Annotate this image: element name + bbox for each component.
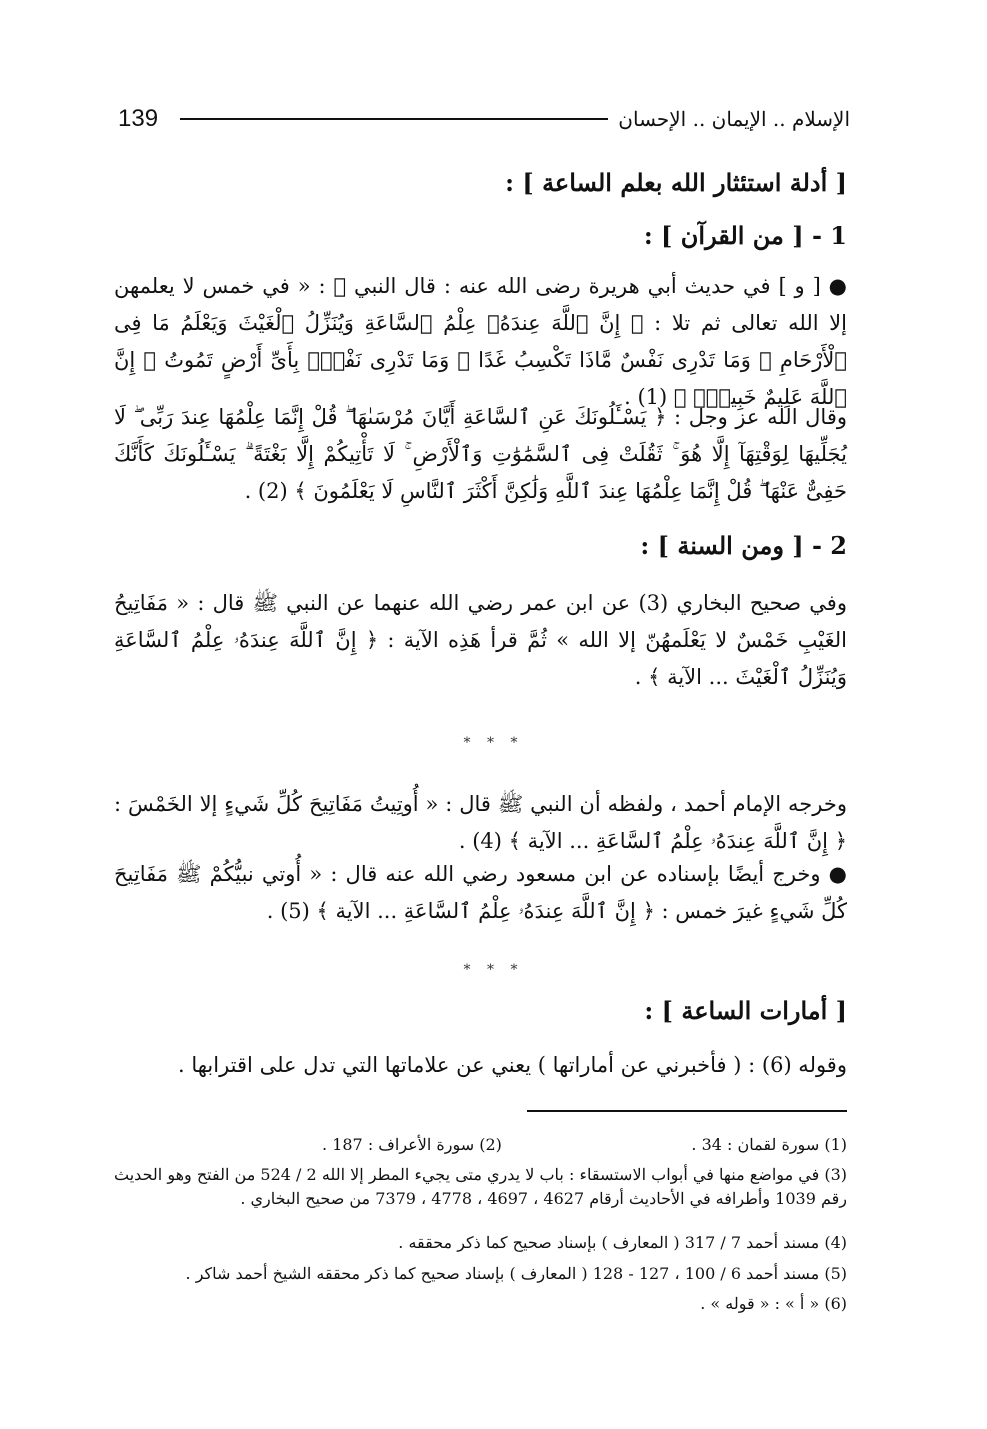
section-separator: * * * (463, 735, 524, 751)
paragraph-ahmad-narration: وخرجه الإمام أحمد ، ولفظه أن النبي ﷺ قال : « أُوتِيتُ مَفَاتِيحَ كُلِّ شَيءٍ إلا الخَمْسَ : ﴿ إِنَّ ٱللَّهَ عِندَهُۥ عِلْمُ ٱلسَّاعَةِ ... الآية ﴾ (4) . (114, 792, 847, 853)
footnote-5: (5) مسند أحمد 6 / 100 ، 127 - 128 ( المعارف ) بإسناد صحيح كما ذكر محققه الشيخ أحمد شاكر . (185, 1264, 847, 1283)
page-number: 139 (118, 105, 159, 132)
footnote-rule (527, 1110, 847, 1112)
subheading-sunnah: 2 - [ ومن السنة ] : (640, 531, 847, 560)
paragraph-bukhari-hadith: وفي صحيح البخاري (3) عن ابن عمر رضي الله عنهما عن النبي ﷺ قال : « مَفَاتِيحُ الغَيْبِ خَمْسٌ لا يَعْلَمهُنّ إلا الله » ثُمَّ قرأ هَذِه الآية : ﴿ إِنَّ ٱللَّهَ عِندَهُۥ عِلْمُ ٱلسَّاعَةِ وَيُنَزِّلُ ٱلْغَيْثَ ... الآية ﴾ . (114, 591, 847, 689)
running-title: الإسلام .. الإيمان .. الإحسان (618, 107, 850, 131)
paragraph-abu-hurayra-hadith: ● [ و ] في حديث أبي هريرة رضى الله عنه : قال النبي ﷺ : « في خمس لا يعلمهن إلا الله تعالى ثم تلا : ﴿ إِنَّ ٱللَّهَ عِندَهُۥ عِلْمُ ٱلسَّاعَةِ وَيُنَزِّلُ ٱلْغَيْثَ وَيَعْلَمُ مَا فِى ٱلْأَرْحَامِ ۖ وَمَا تَدْرِى نَفْسٌ مَّاذَا تَكْسِبُ غَدًا ۖ وَمَا تَدْرِى نَفْسٌۢ بِأَىِّ أَرْضٍ تَمُوتُ ۚ إِنَّ ٱللَّهَ عَلِيمٌ خَبِيرٌۢ ﴾ (1) . (114, 274, 847, 409)
footnote-row (114, 1133, 847, 1157)
subheading-quran: 1 - [ من القرآن ] : (643, 221, 847, 250)
section-separator: * * * (463, 962, 524, 978)
section-heading-signs: [ أمارات الساعة ] : (644, 996, 847, 1025)
running-header (118, 102, 850, 136)
paragraph-surah-araf-verse: وقال الله عز وجل : ﴿ يَسْـَٔلُونَكَ عَنِ ٱلسَّاعَةِ أَيَّانَ مُرْسَىٰهَا ۖ قُلْ إِنَّمَا عِلْمُهَا عِندَ رَبِّى ۖ لَا يُجَلِّيهَا لِوَقْتِهَآ إِلَّا هُوَ ۚ ثَقُلَتْ فِى ٱلسَّمَٰوَٰتِ وَٱلْأَرْضِ ۚ لَا تَأْتِيكُمْ إِلَّا بَغْتَةً ۗ يَسْـَٔلُونَكَ كَأَنَّكَ حَفِىٌّ عَنْهَا ۖ قُلْ إِنَّمَا عِلْمُهَا عِندَ ٱللَّهِ وَلَٰكِنَّ أَكْثَرَ ٱلنَّاسِ لَا يَعْلَمُونَ ﴾ (2) . (114, 405, 847, 503)
paragraph-signs-explanation: وقوله (6) : ( فأخبرني عن أماراتها ) يعني عن علاماتها التي تدل على اقترابها . (177, 1053, 847, 1077)
header-rule (180, 118, 608, 120)
footnote-2: (2) سورة الأعراف : 187 . (322, 1135, 502, 1154)
footnote-6: (6) « أ » : « قوله » . (700, 1294, 847, 1313)
paragraph-ibn-masud-narration: ● وخرج أيضًا بإسناده عن ابن مسعود رضي الله عنه قال : « أُوتي نبيُّكُمْ ﷺ مَفَاتِيحَ كُلِّ شَيءٍ غيرَ خمس : ﴿ إِنَّ ٱللَّهَ عِندَهُۥ عِلْمُ ٱلسَّاعَةِ ... الآية ﴾ (5) . (114, 862, 847, 923)
footnote-1: (1) سورة لقمان : 34 . (691, 1135, 847, 1154)
footnote-4: (4) مسند أحمد 7 / 317 ( المعارف ) بإسناد صحيح كما ذكر محققه . (398, 1233, 847, 1252)
footnote-3: (3) في مواضع منها في أبواب الاستسقاء : باب لا يدري متى يجيء المطر إلا الله 2 / 524 من الفتح وهو الحديث رقم 1039 وأطرافه في الأحاديث أرقام 4627 ، 4697 ، 4778 ، 7379 من صحيح البخاري . (114, 1165, 848, 1208)
section-heading-evidence: [ أدلة استئثار الله بعلم الساعة ] : (505, 168, 847, 197)
